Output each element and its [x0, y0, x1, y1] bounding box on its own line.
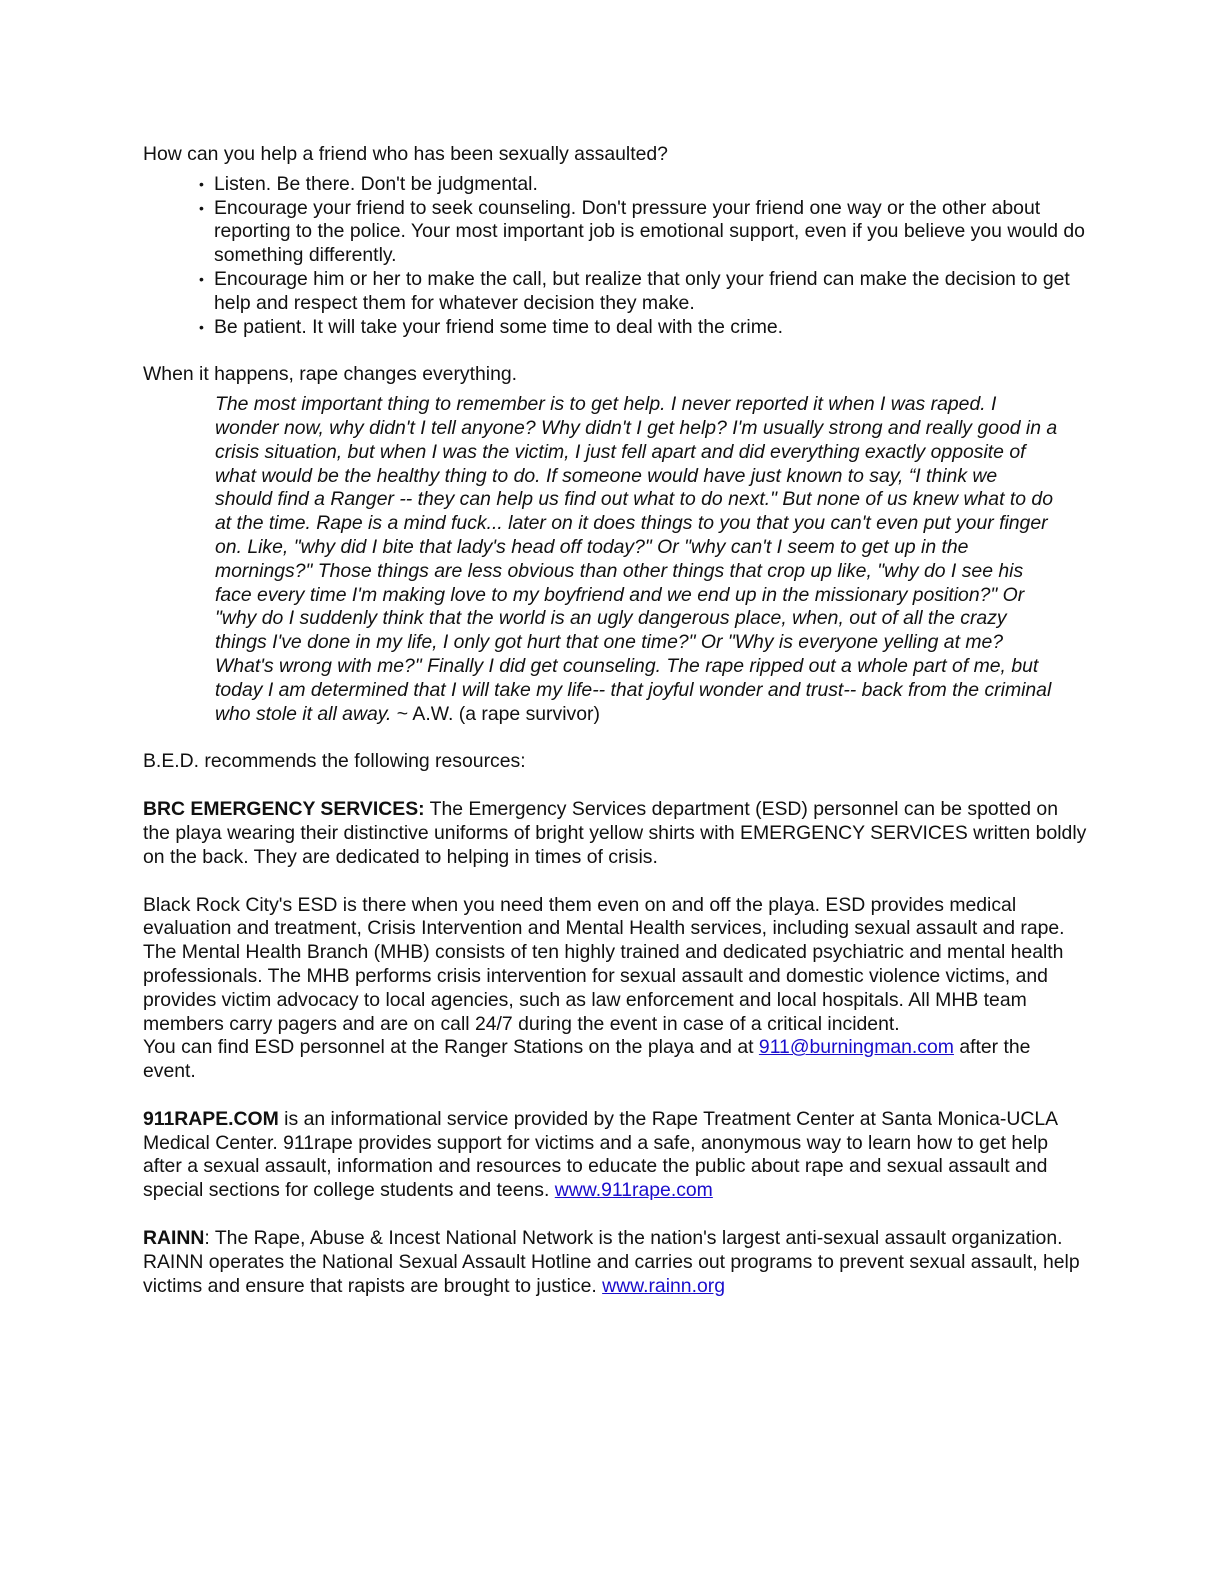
list-item — [199, 315, 1088, 340]
quote-line: The most important thing to remember is to get help. I never reported it when I was raped. I — [215, 393, 997, 416]
quote-last-line — [215, 703, 1095, 727]
bullet-icon: • — [199, 175, 204, 192]
resources-intro: B.E.D. recommends the following resources: — [143, 750, 526, 773]
brc-emergency-services-paragraph — [143, 798, 1088, 869]
911rape-text: is an informational service provided by the Rape Treatment Center at Santa Monica-UCLA Medical Center. 911rape provides support for victims and a safe, anonymous way to learn how to get help after a sexual assault, information and resources to educate the public about rape and sexual assault and special sections for college students and teens. — [143, 1107, 1057, 1202]
bullet-icon: • — [199, 270, 204, 287]
quote-line: should find a Ranger -- they can help us find out what to do next." But none of us knew what to do — [215, 488, 1053, 511]
esd-find-text: You can find ESD personnel at the Ranger Stations on the playa and at — [143, 1036, 759, 1059]
list-item — [199, 267, 1088, 316]
survivor-quote — [215, 393, 1095, 726]
quote-attribution: ~ A.W. (a rape survivor) — [396, 702, 600, 725]
quote-line: "why do I suddenly think that the world is an ugly dangerous place, when, out of all the crazy — [215, 607, 1007, 630]
help-list — [143, 173, 1088, 340]
quote-line: what would be the healthy thing to do. If someone would have just known to say, “I think we — [215, 464, 998, 487]
quote-line: on. Like, "why did I bite that lady's head off today?" Or "why can't I seem to get up in the — [215, 535, 969, 558]
rainn-paragraph — [143, 1227, 1088, 1298]
list-item-text: Encourage him or her to make the call, but realize that only your friend can make the decision to get help and respect them for whatever decision they make. — [214, 267, 1070, 314]
quote-line: things I've done in my life, I only got hurt that one time?" Or "Why is everyone yelling at me? — [215, 631, 1004, 654]
esd-paragraph — [143, 894, 1088, 1084]
quote-line: mornings?" Those things are less obvious than other things that crop up like, "why do I see his — [215, 559, 1024, 582]
list-item-text: Encourage your friend to seek counseling. Don't pressure your friend one way or the other about reporting to the police. Your most important job is emotional support, even if you believe you would do something differently. — [214, 196, 1085, 267]
list-item-text: Be patient. It will take your friend some time to deal with the crime. — [214, 315, 784, 338]
esd-email-link[interactable]: 911@burningman.com — [758, 1036, 954, 1059]
quote-line: today I am determined that I will take my life-- that joyful wonder and trust-- back from the criminal — [215, 678, 1052, 701]
brc-text: The Emergency Services department (ESD) personnel can be spotted on the playa wearing their distinctive uniforms of bright yellow shirts with EMERGENCY SERVICES written boldly on the back. They are dedicated to helping in times of crisis. — [143, 798, 1087, 868]
document-page — [143, 143, 1088, 1298]
quote-line: face every time I'm making love to my boyfriend and we end up in the missionary position?" Or — [215, 583, 1025, 606]
quote-last-text: who stole it all away. — [215, 702, 397, 725]
quote-line: crisis situation, but when I was the victim, I just fell apart and did everything exactly opposite of — [215, 440, 1026, 463]
rainn-heading: RAINN — [143, 1227, 205, 1250]
bullet-icon: • — [199, 199, 204, 216]
intro-question: How can you help a friend who has been sexually assaulted? — [143, 143, 668, 165]
esd-after-text: after the event. — [143, 1036, 1031, 1083]
esd-text: Black Rock City's ESD is there when you need them even on and off the playa. ESD provides medical evaluation and treatment, Crisis Intervention and Mental Health services, including sexual assault and rape. The Mental Health Branch (MHB) consists of ten highly trained and dedicated psychiatric and mental health professionals. The MHB performs crisis intervention for sexual assault and domestic violence victims, and provides victim advocacy to local agencies, such as law enforcement and local hospitals. All MHB team members carry pagers and are on call 24/7 during the event in case of a critical incident. — [143, 893, 1065, 1035]
quote-line: What's wrong with me?" Finally I did get counseling. The rape ripped out a whole part of me, but — [215, 654, 1039, 677]
list-item — [199, 172, 1088, 197]
brc-heading: BRC EMERGENCY SERVICES: — [143, 798, 425, 821]
911rape-heading: 911RAPE.COM — [143, 1107, 279, 1130]
list-item — [199, 196, 1088, 268]
rainn-text: : The Rape, Abuse & Incest National Network is the nation's largest anti-sexual assault organization. RAINN operates the National Sexual Assault Hotline and carries out programs to prevent sexual assault, help victims and ensure that rapists are brought to justice. — [143, 1227, 1080, 1297]
quote-line: wonder now, why didn't I tell anyone? Why didn't I get help? I'm usually strong and really good in a — [215, 416, 1058, 439]
list-item-text: Listen. Be there. Don't be judgmental. — [214, 172, 538, 195]
quote-intro: When it happens, rape changes everything. — [143, 363, 518, 386]
911rape-paragraph — [143, 1108, 1088, 1203]
quote-line: at the time. Rape is a mind fuck... later on it does things to you that you can't even put your finger — [215, 512, 1048, 535]
rainn-link[interactable]: www.rainn.org — [602, 1274, 725, 1297]
bullet-icon: • — [199, 318, 204, 335]
911rape-link[interactable]: www.911rape.com — [554, 1179, 713, 1202]
